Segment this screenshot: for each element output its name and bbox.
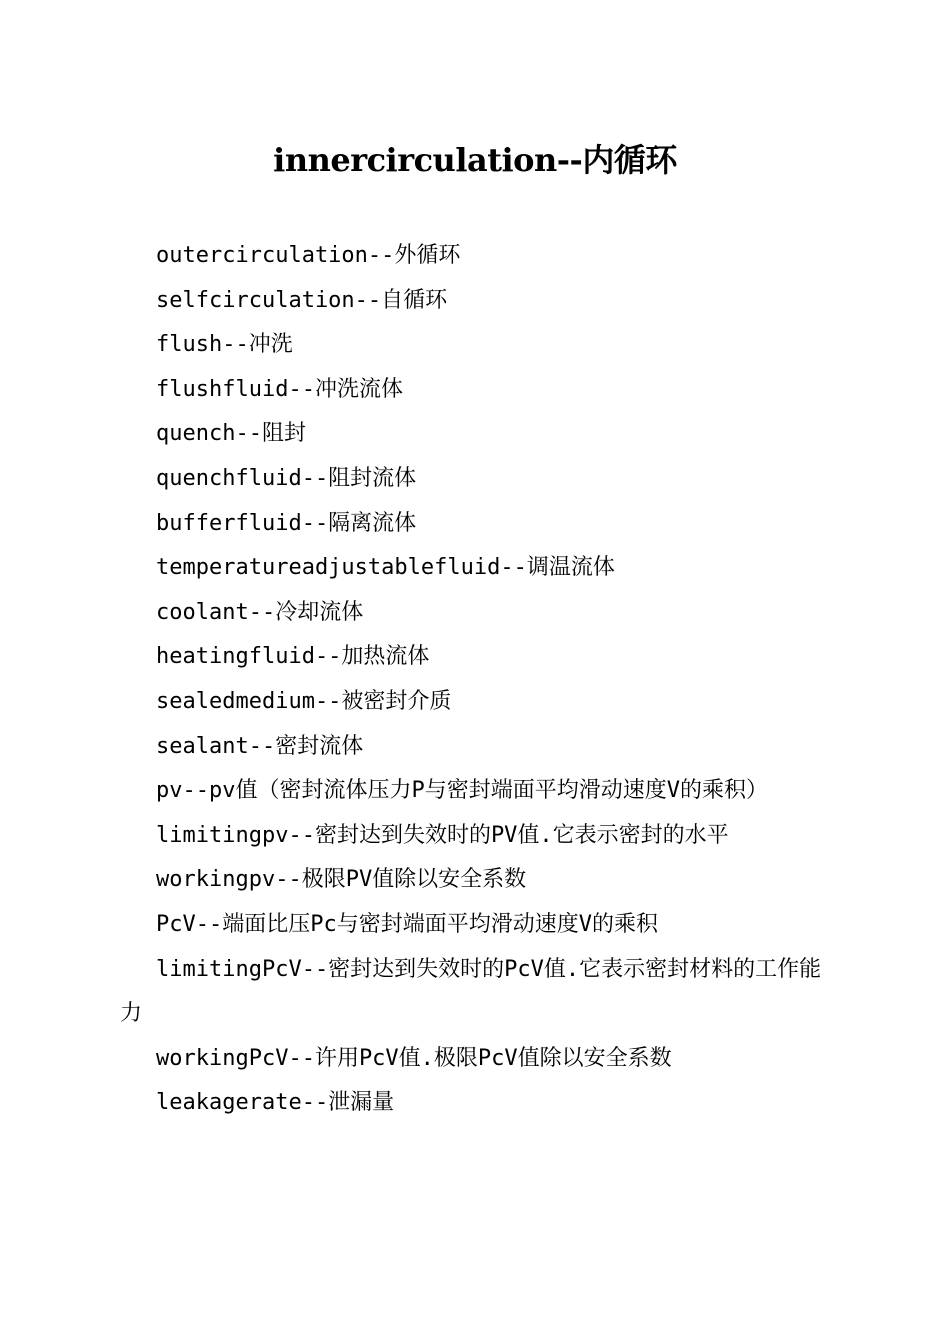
paragraph: PcV--端面比压Pc与密封端面平均滑动速度V的乘积	[156, 911, 658, 937]
paragraph: sealedmedium--被密封介质	[156, 688, 452, 714]
paragraph: leakagerate--泄漏量	[156, 1090, 395, 1116]
paragraph: sealant--密封流体	[156, 733, 364, 759]
paragraph: quenchfluid--阻封流体	[156, 465, 417, 491]
paragraph: limitingpv--密封达到失效时的PV值.它表示密封的水平	[156, 822, 729, 848]
paragraph: outercirculation--外循环	[156, 243, 461, 268]
document-body	[120, 234, 832, 1126]
paragraph: pv--pv值（密封流体压力P与密封端面平均滑动速度V的乘积）	[156, 778, 768, 804]
paragraph: temperatureadjustablefluid--调温流体	[156, 555, 615, 581]
paragraph: bufferfluid--隔离流体	[156, 510, 417, 536]
paragraph: workingpv--极限PV值除以安全系数	[156, 867, 527, 893]
paragraph: selfcirculation--自循环	[156, 287, 448, 313]
paragraph: quench--阻封	[156, 421, 306, 447]
paragraph: limitingPcV--密封达到失效时的PcV值.它表示密封材料的工作能力	[120, 956, 822, 1027]
paragraph: workingPcV--许用PcV值.极限PcV值除以安全系数	[156, 1045, 672, 1071]
paragraph: flush--冲洗	[156, 332, 293, 358]
paragraph: heatingfluid--加热流体	[156, 644, 430, 670]
paragraph: flushfluid--冲洗流体	[156, 376, 403, 402]
page-title: innercirculation--内循环	[273, 141, 677, 179]
paragraph: coolant--冷却流体	[156, 599, 364, 625]
